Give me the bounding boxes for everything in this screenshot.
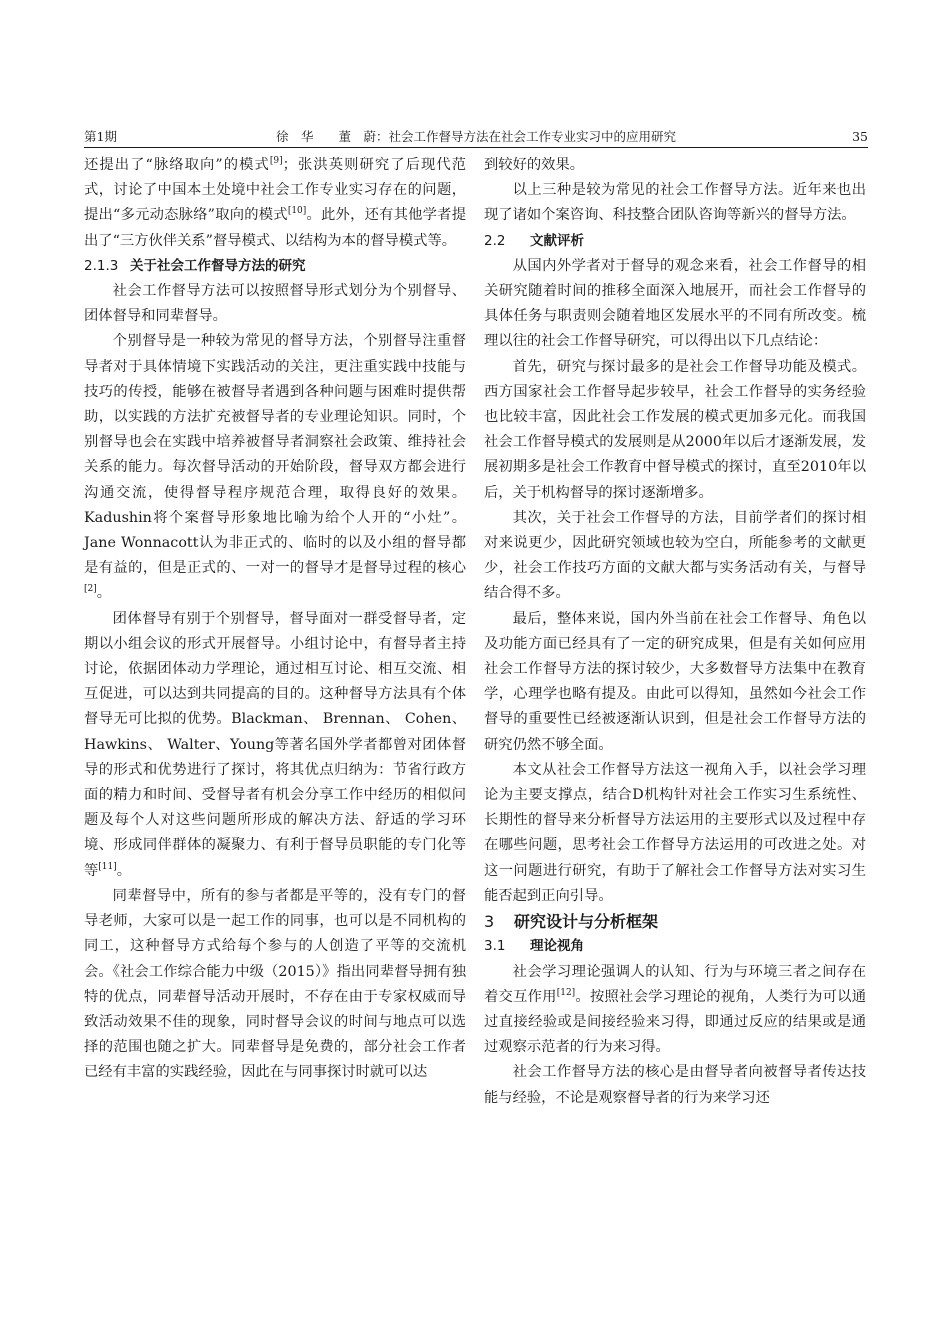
section-number: 3.1 [484, 938, 506, 955]
paragraph: 同辈督导中，所有的参与者都是平等的，没有专门的督导老师，大家可以是一起工作的同事，也可以是不同机构的同工，这种督导方式给每个参与的人创造了平等的交流机会。《社会工作综合能力中级（2015）》指出同辈督导拥有独特的优点，同辈督导活动开展时，不存在由于专家权威而导致活动效果不佳的现象，同时督导会议的时间与地点可以选择的范围也随之扩大。同辈督导是免费的，部分社会工作者已经有丰富的实践经验，因此在与同事探讨时就可以达 [84, 887, 466, 1081]
paragraph: 其次，关于社会工作督导的方法，目前学者们的探讨相对来说更少，因此研究领域也较为空白，所能参考的文献更少，社会工作技巧方面的文献大都与实务活动有关，与督导结合得不多。 [484, 509, 866, 602]
section-heading-3 [484, 909, 866, 934]
text: ；张洪英则研究了后现代范式，讨论了中国本土处境中社会工作专业实习存在的问题，提出“多元动态脉络”取向的模式 [84, 157, 466, 224]
text: 还提出了“脉络取向”的模式 [84, 157, 270, 173]
running-title: 徐 华 董 蔚：社会工作督导方法在社会工作专业实习中的应用研究 [275, 129, 676, 144]
text: 。此外，还有其他学者提出了“三方伙伴关系”督导模式、以结构为本的督导模式等。 [84, 207, 467, 249]
section-number: 2.2 [484, 232, 506, 249]
citation: [2] [84, 584, 97, 595]
paragraph: 本文从社会工作督导方法这一视角入手，以社会学习理论为主要支撑点，结合D机构针对社会工作实习生系统性、长期性的督导来分析督导方法运用的主要形式以及过程中存在哪些问题，思考社会工作督导方法运用的可改进之处。对这一问题进行研究，有助于了解社会工作督导方法对实习生能否起到正向引导。 [484, 761, 866, 904]
paragraph: 首先，研究与探讨最多的是社会工作督导功能及模式。西方国家社会工作督导起步较早，社会工作督导的实务经验也比较丰富，因此社会工作发展的模式更加多元化。而我国社会工作督导模式的发展则是从2000年以后才逐渐发展，发展初期多是社会工作教育中督导模式的探讨，直至2010年以后，关于机构督导的探讨逐渐增多。 [484, 358, 866, 501]
paragraph [484, 960, 866, 1061]
paragraph: 以上三种是较为常见的社会工作督导方法。近年来也出现了诸如个案咨询、科技整合团队咨询等新兴的督导方法。 [484, 182, 866, 224]
paragraph: 社会工作督导方法可以按照督导形式划分为个别督导、团体督导和同辈督导。 [84, 283, 466, 325]
right-column [484, 153, 866, 1111]
text: 。 [96, 585, 112, 602]
section-heading-2-2 [484, 229, 866, 254]
text: 个别督导是一种较为常见的督导方法，个别督导注重督导者对于具体情境下实践活动的关注，更注重实践中技能与技巧的传授，能够在被督导者遇到各种问题与困难时提供帮助，以实践的方法扩充被督导者的专业理论知识。同时，个别督导也会在实践中培养被督导者洞察社会政策、维持社会关系的能力。每次督导活动的开始阶段，督导双方都会进行沟通交流，使得督导程序规范合理，取得良好的效果。Kadushin将个案督导形象地比喻为给个人开的“小灶”。Jane Wonnacott认为非正式的、临时的以及小组的督导都是有益的，但是正式的、一对一的督导才是督导过程的核心 [84, 333, 466, 577]
citation: [10] [287, 206, 307, 217]
section-title: 关于社会工作督导方法的研究 [130, 257, 306, 274]
paragraph [84, 153, 466, 254]
section-heading-3-1 [484, 934, 866, 959]
page-number: 35 [852, 129, 868, 144]
paragraph: 到较好的效果。 [484, 157, 585, 173]
text: 。按照社会学习理论的视角，人类行为可以通过直接经验或是间接经验来习得，即通过反应的结果或是通过观察示范者的行为来习得。 [484, 988, 866, 1056]
section-number: 2.1.3 [84, 257, 119, 274]
section-title: 文献评析 [530, 232, 584, 249]
section-number: 3 [484, 912, 495, 932]
text: 社会学习理论强调人的认知、行为与环境三者之间存在着交互作用 [484, 963, 866, 1005]
text: 团体督导有别于个别督导，督导面对一群受督导者，定期以小组会议的形式开展督导。小组讨论中，有督导者主持讨论，依据团体动力学理论，通过相互讨论、相互交流、相互促进，可以达到共同提高的目的。这种督导方法具有个体督导无可比拟的优势。Blackman、 Brennan、 Cohen、 Hawkins、 Walter、Young等著名国外学者都曾对团体督导的形式和优势进行了探讨，将其优点归纳为：节省行政方面的精力和时间、受督导者有机会分享工作中经历的相似问题及每个人对这些问题所形成的解决方法、舒适的学习环境、形成同伴群体的凝聚力、有利于督导员职能的专门化等等 [84, 610, 466, 879]
citation: [11] [98, 861, 117, 872]
running-header [84, 127, 868, 148]
section-title: 理论视角 [530, 938, 584, 955]
paragraph: 最后，整体来说，国内外当前在社会工作督导、角色以及功能方面已经具有了一定的研究成果，但是有关如何应用社会工作督导方法的探讨较少，大多数督导方法集中在教育学，心理学也略有提及。由此可以得知，虽然如今社会工作督导的重要性已经被逐渐认识到，但是社会工作督导方法的研究仍然不够全面。 [484, 610, 866, 753]
paragraph [84, 607, 466, 884]
issue-label: 第1期 [84, 129, 117, 144]
paragraph [84, 329, 466, 606]
left-column [84, 153, 466, 1086]
paragraph: 社会工作督导方法的核心是由督导者向被督导者传达技能与经验，不论是观察督导者的行为来学习还 [484, 1064, 866, 1106]
citation: [12] [556, 987, 576, 998]
section-heading-2-1-3 [84, 254, 466, 279]
section-title: 研究设计与分析框架 [514, 912, 659, 932]
citation: [9] [269, 156, 283, 167]
text: 。 [116, 862, 132, 879]
paragraph: 从国内外学者对于督导的观念来看，社会工作督导的相关研究随着时间的推移全面深入地展开，而社会工作督导的具体任务与职责则会随着地区发展水平的不同有所改变。梳理以往的社会工作督导研究，可以得出以下几点结论： [484, 257, 866, 350]
